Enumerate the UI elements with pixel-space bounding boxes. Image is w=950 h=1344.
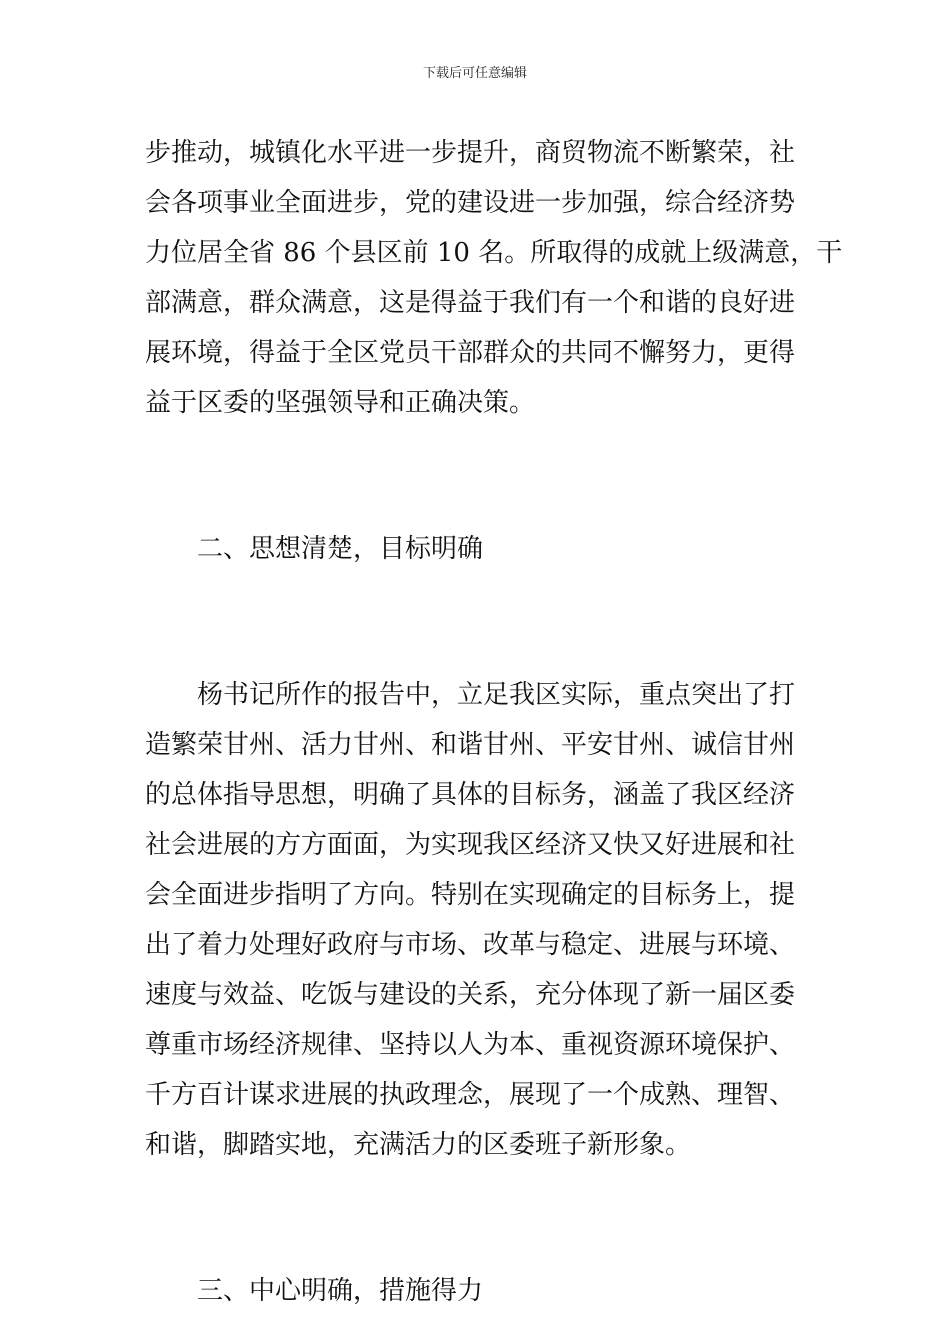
paragraph-line: 千方百计谋求进展的执政理念，展现了一个成熟、理智、 xyxy=(145,1080,796,1110)
spacer xyxy=(145,574,815,670)
paragraph-achievements xyxy=(145,128,843,428)
paragraph-line: 造繁荣甘州、活力甘州、和谐甘州、平安甘州、诚信甘州 xyxy=(145,730,796,760)
paragraph-line: 速度与效益、吃饭与建设的关系，充分体现了新一届区委 xyxy=(145,980,796,1010)
paragraph-line: 的总体指导思想，明确了具体的目标务，涵盖了我区经济 xyxy=(145,780,796,810)
paragraph-line: 社会进展的方方面面，为实现我区经济又快又好进展和社 xyxy=(145,830,796,860)
paragraph-line: 出了着力处理好政府与市场、改革与稳定、进展与环境、 xyxy=(145,930,796,960)
paragraph-line: 力位居全省 86 个县区前 10 名。所取得的成就上级满意，干 xyxy=(145,238,843,268)
paragraph-line: 尊重市场经济规律、坚持以人为本、重视资源环境保护、 xyxy=(145,1030,796,1060)
section-heading-two xyxy=(145,524,815,574)
spacer xyxy=(145,1170,815,1266)
paragraph-line: 会各项事业全面进步，党的建设进一步加强，综合经济势 xyxy=(145,188,796,218)
section-heading: 三、中心明确，措施得力 xyxy=(197,1276,484,1306)
paragraph-line: 展环境，得益于全区党员干部群众的共同不懈努力，更得 xyxy=(145,338,796,368)
paragraph-line: 部满意，群众满意，这是得益于我们有一个和谐的良好进 xyxy=(145,288,796,318)
paragraph-report xyxy=(145,670,815,1170)
paragraph-line: 益于区委的坚强领导和正确决策。 xyxy=(145,388,536,418)
page-header-note: 下载后可任意编辑 xyxy=(422,66,527,81)
paragraph-line: 步推动，城镇化水平进一步提升，商贸物流不断繁荣，社 xyxy=(145,138,796,168)
paragraph-line: 会全面进步指明了方向。特别在实现确定的目标务上，提 xyxy=(145,880,796,910)
section-heading: 二、思想清楚，目标明确 xyxy=(197,534,484,564)
paragraph-line: 杨书记所作的报告中，立足我区实际，重点突出了打 xyxy=(197,680,796,710)
spacer xyxy=(145,428,815,524)
section-heading-three xyxy=(145,1266,815,1316)
document-body xyxy=(145,128,843,1316)
paragraph-line: 和谐，脚踏实地，充满活力的区委班子新形象。 xyxy=(145,1130,692,1160)
